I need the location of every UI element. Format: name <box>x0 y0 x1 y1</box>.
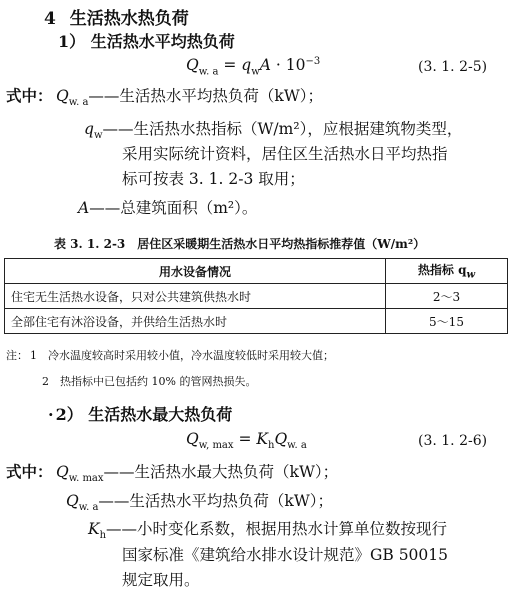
table-cell-value: 5～15 <box>386 309 508 334</box>
where2-item-1-sub: w. max <box>68 473 104 485</box>
where1-item-1-text: ——生活热水平均热负荷（kW）； <box>88 87 323 105</box>
where1-item-3: 采用实际统计资料，居住区生活热水日平均热指 <box>122 145 448 163</box>
table-header-index-sub: w <box>466 269 476 281</box>
where1-item-5-symbol: A <box>78 199 90 217</box>
table-cell-desc: 住宅无生活热水设备，只对公共建筑供热水时 <box>5 284 386 309</box>
where1-item-2-text: ——生活热水热指标（W/m²），应根据建筑物类型， <box>102 120 463 138</box>
table-header-index <box>386 259 508 284</box>
eq2-q-sub: w. a <box>287 440 307 452</box>
sub2-title: 生活热水最大热负荷 <box>88 405 233 424</box>
eq1-q-sub: w <box>251 66 260 78</box>
eq2-lhs: Q <box>186 430 199 448</box>
notes-prefix: 注： <box>6 349 28 362</box>
where2-item-1-text: ——生活热水最大热负荷（kW）； <box>103 463 339 481</box>
where1-item-2-sub: w <box>93 130 103 142</box>
where2-item-1-symbol: Q <box>56 463 69 481</box>
eq1-exp: −3 <box>305 56 321 67</box>
table-header-index-text: 热指标 q <box>417 263 467 278</box>
equation-1 <box>186 56 320 77</box>
table-cell-desc: 全部住宅有沐浴设备，并供给生活热水时 <box>5 309 386 334</box>
where2-item-2 <box>66 489 333 513</box>
eq1-mult: · 10 <box>270 56 306 75</box>
sub1-number: 1） <box>58 32 86 51</box>
eq2-q: Q <box>274 430 288 448</box>
where2-item-3-sub: h <box>99 530 107 542</box>
eq2-k: K <box>256 430 268 448</box>
where2-item-3-text: ——小时变化系数，根据用热水计算单位数按现行 <box>106 520 448 538</box>
equation-2 <box>186 430 307 451</box>
eq1-lhs: Q <box>186 56 199 75</box>
table-header-row <box>5 259 508 284</box>
note-2: 2 热指标中已包括约 10% 的管网热损失。 <box>42 375 257 388</box>
table-header-equipment: 用水设备情况 <box>5 259 386 284</box>
where2-item-3 <box>88 517 447 541</box>
where2-item-5: 规定取用。 <box>122 571 200 589</box>
heat-index-table <box>4 258 508 334</box>
where1-item-1-symbol: Q <box>56 87 69 105</box>
where1-item-4: 标可按表 3. 1. 2-3 取用； <box>122 170 305 188</box>
where1-item-5 <box>78 196 257 218</box>
where2-item-2-symbol: Q <box>66 492 79 510</box>
where2-item-2-text: ——生活热水平均热负荷（kW）； <box>98 492 333 510</box>
where2-item-1 <box>56 460 338 484</box>
eq2-k-sub: h <box>267 440 275 452</box>
where1-item-1-sub: w. a <box>68 97 89 109</box>
equation-2-label: (3. 1. 2-6) <box>418 433 488 449</box>
eq2-lhs-sub: w, max <box>198 440 234 452</box>
table-caption: 表 3. 1. 2-3 居住区采暖期生活热水日平均热指标推荐值（W/m²） <box>54 237 426 251</box>
where1-item-5-text: ——总建筑面积（m²）。 <box>89 199 258 217</box>
subheading-2: · 2） 生活热水最大热负荷 <box>48 405 233 424</box>
eq1-q: q <box>241 56 252 75</box>
where2-item-4: 国家标准《建筑给水排水设计规范》GB 50015 <box>122 546 449 564</box>
table-row <box>5 309 508 334</box>
section-number: 4 <box>44 9 56 29</box>
eq1-equals: = <box>218 56 242 75</box>
equation-1-label: (3. 1. 2-5) <box>418 59 488 75</box>
where1-item-2-symbol: q <box>84 120 94 138</box>
sub2-number: 2） <box>55 405 83 424</box>
where2-item-2-sub: w. a <box>78 502 99 514</box>
where1-item-2 <box>84 117 462 141</box>
where1-item-1 <box>56 84 323 108</box>
where1-prefix: 式中： <box>6 86 53 105</box>
eq1-a: A <box>259 56 271 75</box>
eq2-equals: = <box>233 430 257 448</box>
eq1-lhs-sub: w. a <box>198 66 219 78</box>
sub1-title: 生活热水平均热负荷 <box>90 32 235 51</box>
where2-item-3-symbol: K <box>88 520 100 538</box>
table-row <box>5 284 508 309</box>
section-heading <box>44 4 189 29</box>
subheading-1 <box>58 29 235 52</box>
note-1: 1 冷水温度较高时采用较小值，冷水温度较低时采用较大值； <box>30 349 334 362</box>
table-cell-value: 2～3 <box>386 284 508 309</box>
where2-prefix: 式中： <box>6 462 53 481</box>
section-title: 生活热水热负荷 <box>69 9 189 29</box>
